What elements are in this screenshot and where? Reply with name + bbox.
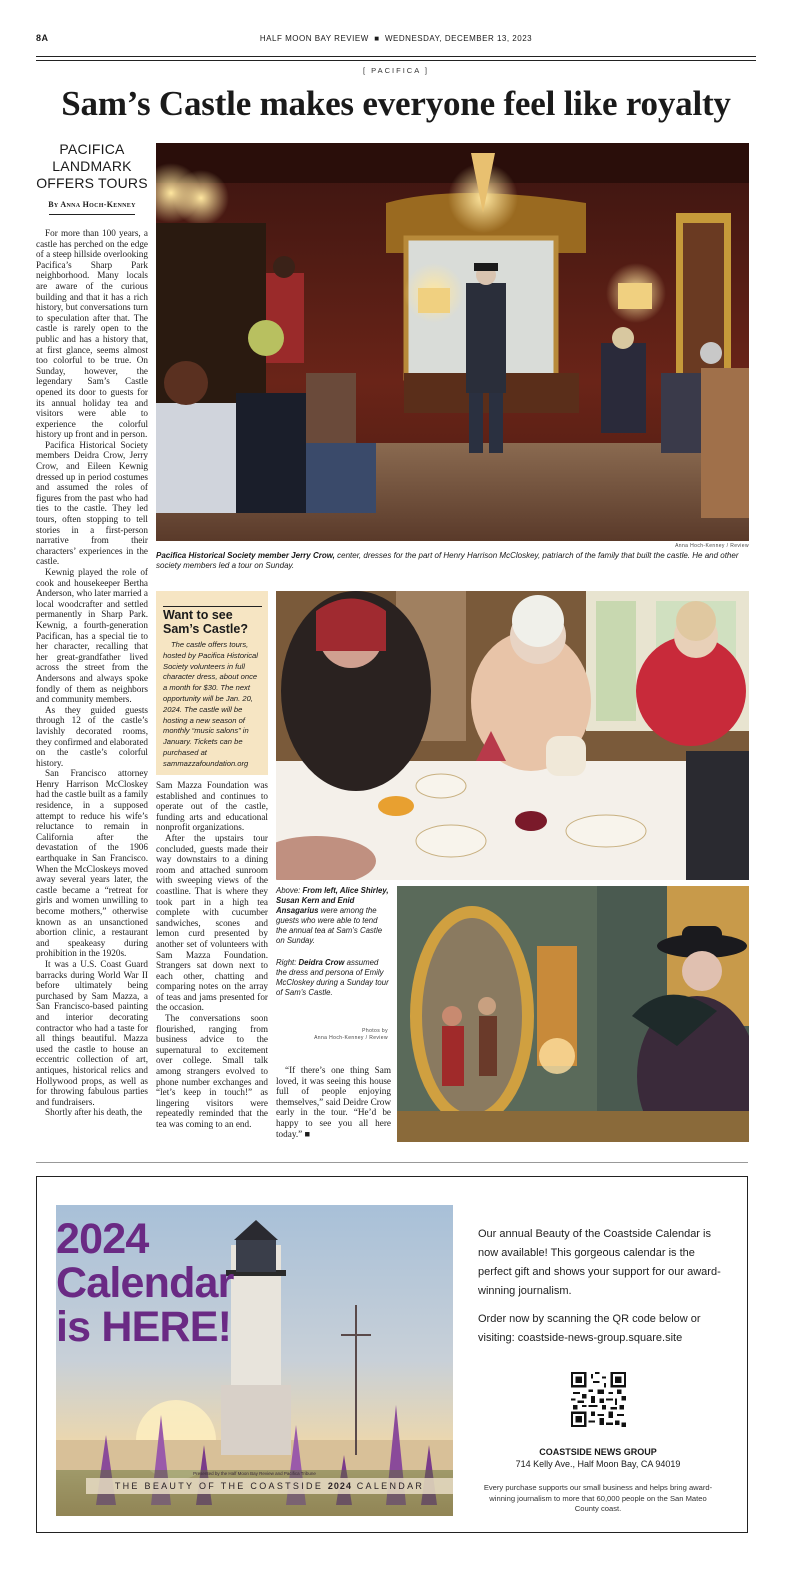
article-column-2 [156, 780, 268, 1130]
info-box-body: The castle offers tours, hosted by Pacifica Historical Society volunteers in full character dress, about once a month for $30. The next opportunity will be Jan. 20, 2024. The castle will be hosting a new season of monthly “music salons” in January. Tickets can be purchased at sammazzafoundation.org [163, 640, 258, 768]
page-folio [36, 33, 756, 47]
photo-credit: Anna Hoch-Kenney / Review [675, 543, 749, 549]
caption-above: Above: From left, Alice Shirley, Susan Kern and Enid Ansagarius were among the guests who were able to tend the annual tea at Sam’s Castle on Sunday. [276, 886, 389, 945]
ad-paragraph-2[interactable]: Order now by scanning the QR code below or visiting: coastside-news-group.square.site [478, 1313, 701, 1344]
page-number: 8A [36, 33, 49, 43]
costumed-guide-photo [397, 886, 749, 1142]
info-box-title: Want to see Sam’s Castle? [163, 606, 262, 636]
divider [36, 1162, 748, 1163]
paragraph: “If there’s one thing Sam loved, it was seeing this house full of people enjoying themselves,” said Deidre Crow early in the tour. “He’d be happy to see you all here today.” ■ [276, 1065, 391, 1139]
masthead: HALF MOON BAY REVIEW [259, 34, 369, 43]
paragraph: The conversations soon flourished, ranging from business advice to the supernatural to excitement over college. Small talk among strangers evolved to phone number exchanges and “let’s keep in touch!” as lingering visitors were repeatedly reminded that the tea was coming to an end. [156, 1013, 268, 1129]
article-column-1 [36, 228, 148, 1118]
byline-rule [49, 214, 135, 215]
deck: PACIFICA LANDMARK OFFERS TOURS [36, 141, 148, 191]
article-column-3 [276, 1065, 391, 1139]
paragraph: After the upstairs tour concluded, guests made their way downstairs to a dining room and attached sunroom with sweeping views of the coastline. That is where they took part in a high tea complete with cucumber sandwiches, scones and lemon curd presented by another set of volunteers with Sam Mazza Foundation. Strangers sat down next to each other, chatting and comparing notes on the array of teas and jams presented for the occasion. [156, 832, 268, 1013]
paragraph: San Francisco attorney Henry Harrison McCloskey had the castle built as a family residence, in a supposed attempt to reduce his wife’s reluctance to remain in California after the devastation of the 1906 earthquake in San Francisco. When the McCloskeys moved away several years later, the castle became a “retreat for girls and women unwilling to become mothers,” otherwise known as an unsanctioned abortion clinic, a restaurant and speakeasy during prohibition in the 1920s. [36, 768, 148, 959]
calendar-headline: 2024 Calendar is HERE! [56, 1215, 234, 1351]
paragraph: For more than 100 years, a castle has perched on the edge of a steep hillside overlooking Pacifica’s Sharp Park neighborhood. Many locals are aware of the curious building and that it has a rich history, but conversations turn to speculation after that. The castle is rarely open to the public and has a history that, at first glance, seems almost too colorful to be true. On Sunday, however, the legendary Sam’s Castle opened its door to guests for its annual holiday tea and visitors were able to experience the colorful history up front and in person. [36, 228, 148, 440]
paragraph: It was a U.S. Coast Guard barracks during World War II before ultimately being purchased by Sam Mazza, a San Francisco-based painting and interior decorating contractor who had a taste for all things beautiful. Mazza used the castle to house an eccentric collection of art, antiques, historical relics and Hollywood props, as well as for throwing fabulous parties and fundraisers. [36, 958, 148, 1107]
paragraph: As they guided guests through 12 of the castle’s lavishly decorated rooms, they confirmed and elaborated on the castle’s colorful history. [36, 704, 148, 768]
caption-lead: Pacifica Historical Society member Jerry Crow, [156, 551, 335, 560]
byline: By Anna Hoch-Kenney [48, 200, 136, 209]
masthead-line [36, 34, 756, 43]
ad-address: 714 Kelly Ave., Half Moon Bay, CA 94019 [515, 1459, 681, 1469]
paragraph: Kewnig played the role of cook and housekeeper Bertha Anderson, who later married a local woodcrafter and settled permanently in Sharp Park. Kewnig, a fourth-generation Pacifican, has a special tie to her character, recalling that her great-grandfather lived across the street from the Andersons and always spoke fondly of them as neighbors and community members. [36, 567, 148, 705]
info-box [156, 591, 268, 775]
calendar-cover-image [56, 1205, 453, 1516]
paragraph: Pacifica Historical Society members Deidra Crow, Jerry Crow, and Eileen Kewnig dressed up in period costumes and assumed the roles of figures from the past who had ties to the castle. They led tours, often stopping to tell stories in a first-person narrative from their characters’ experiences in the castle. [36, 439, 148, 567]
photo-credit: Photos by Anna Hoch-Kenney / Review [314, 1028, 388, 1041]
parlor-tour-photo [156, 143, 749, 541]
ad-organization: COASTSIDE NEWS GROUP [539, 1447, 657, 1457]
ad-paragraph-1: Our annual Beauty of the Coastside Calendar is now available! This gorgeous calendar is the perfect gift and shows your support for our award-winning journalism. [478, 1228, 721, 1297]
caption-right: Right: Deidra Crow assumed the dress and persona of Emily McCloskey during a Sunday tour of Sam’s Castle. [276, 958, 389, 997]
paragraph: Sam Mazza Foundation was established and continues to operate out of the castle, funding arts and educational nonprofit organizations. [156, 780, 268, 833]
calendar-title-band: THE BEAUTY OF THE COASTSIDE 2024 CALENDAR [114, 1481, 425, 1491]
ad-support-text: Every purchase supports our small business and helps bring award-winning journalism to more that 60,000 people on the San Mateo County coast. [483, 1483, 713, 1513]
section-label: [ PACIFICA ] [363, 66, 429, 75]
tea-table-photo [276, 591, 749, 880]
header-rule [36, 56, 756, 61]
paragraph: Shortly after his death, the [45, 1107, 143, 1118]
square-bullet-icon: ■ [371, 34, 383, 43]
qr-code-icon[interactable] [571, 1372, 626, 1427]
issue-date: WEDNESDAY, DECEMBER 13, 2023 [385, 34, 533, 43]
calendar-presented-by: Presented by the Half Moon Bay Review and Pacifica Tribune [193, 1471, 316, 1476]
caption-text: center, dresses for the part of Henry Harrison McCloskey, patriarch of the family that built the castle. He and other society members led a tour on Sunday. [156, 551, 739, 570]
headline: Sam’s Castle makes everyone feel like royalty [61, 84, 731, 123]
photo-captions [276, 886, 390, 1010]
photo-caption [156, 551, 749, 571]
